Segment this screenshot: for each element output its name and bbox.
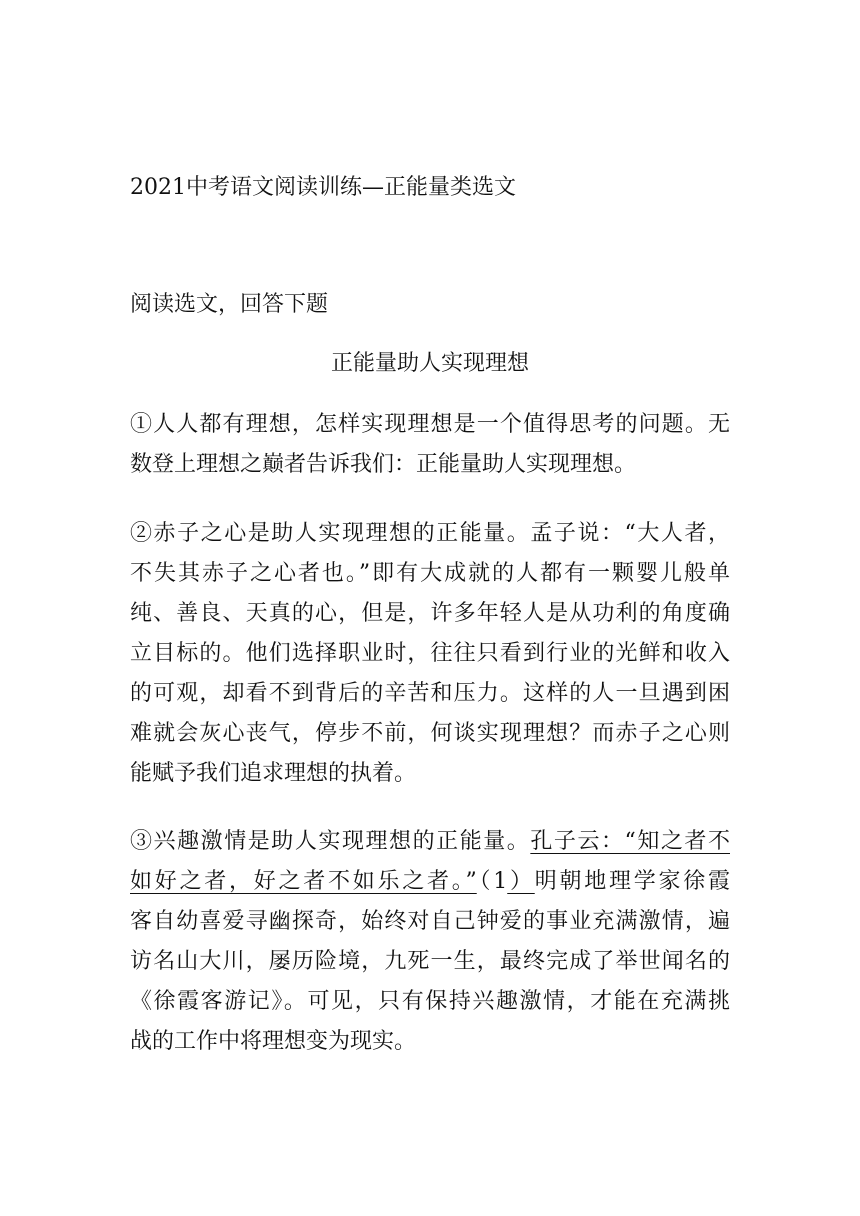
paragraph-line: 立目标的。他们选择职业时，往往只看到行业的光鲜和收入 bbox=[130, 641, 730, 666]
paragraph-line bbox=[130, 862, 730, 902]
paragraph-line: 难就会灰心丧气，停步不前，何谈实现理想？而赤子之心则 bbox=[130, 721, 730, 746]
blank-marker-open: （1 bbox=[476, 869, 508, 894]
article-title: 正能量助人实现理想 bbox=[330, 351, 529, 376]
paragraph-line: 数登上理想之巅者告诉我们：正能量助人实现理想。 bbox=[130, 452, 637, 477]
paragraph-line-text: 明朝地理学家徐霞 bbox=[534, 869, 730, 894]
paragraph-line: 访名山大川，屡历险境，九死一生，最终完成了举世闻名的 bbox=[130, 949, 730, 974]
reading-instruction: 阅读选文，回答下题 bbox=[130, 292, 329, 317]
paragraph-line: ①人人都有理想，怎样实现理想是一个值得思考的问题。无 bbox=[130, 412, 730, 437]
paragraph-2 bbox=[130, 514, 730, 794]
paragraph-line: 的可观，却看不到背后的辛苦和压力。这样的人一旦遇到困 bbox=[130, 681, 730, 706]
paragraph-line: 客自幼喜爱寻幽探奇，始终对自己钟爱的事业充满激情，遍 bbox=[130, 909, 730, 934]
paragraph-line: 战的工作中将理想变为现实。 bbox=[130, 1029, 417, 1054]
document-title: 2021中考语文阅读训练—正能量类选文 bbox=[130, 175, 516, 200]
paragraph-line: ②赤子之心是助人实现理想的正能量。孟子说：“大人者， bbox=[130, 521, 730, 546]
paragraph-line-text: ③兴趣激情是助人实现理想的正能量。 bbox=[130, 829, 531, 854]
paragraph-line: 不失其赤子之心者也。”即有大成就的人都有一颗婴儿般单 bbox=[130, 561, 730, 586]
paragraph-line: 纯、善良、天真的心，但是，许多年轻人是从功利的角度确 bbox=[130, 601, 730, 626]
underlined-quote: 孔子云：“知之者不 bbox=[530, 829, 730, 854]
underlined-quote: 如好之者，好之者不如乐之者。” bbox=[130, 869, 477, 894]
paragraph-line: 《徐霞客游记》。可见，只有保持兴趣激情，才能在充满挑 bbox=[130, 989, 730, 1014]
paragraph-1 bbox=[130, 405, 730, 485]
paragraph-line bbox=[130, 822, 730, 862]
paragraph-line: 能赋予我们追求理想的执着。 bbox=[130, 761, 417, 786]
paragraph-3 bbox=[130, 822, 730, 1062]
blank-marker-close: ） bbox=[507, 869, 535, 894]
